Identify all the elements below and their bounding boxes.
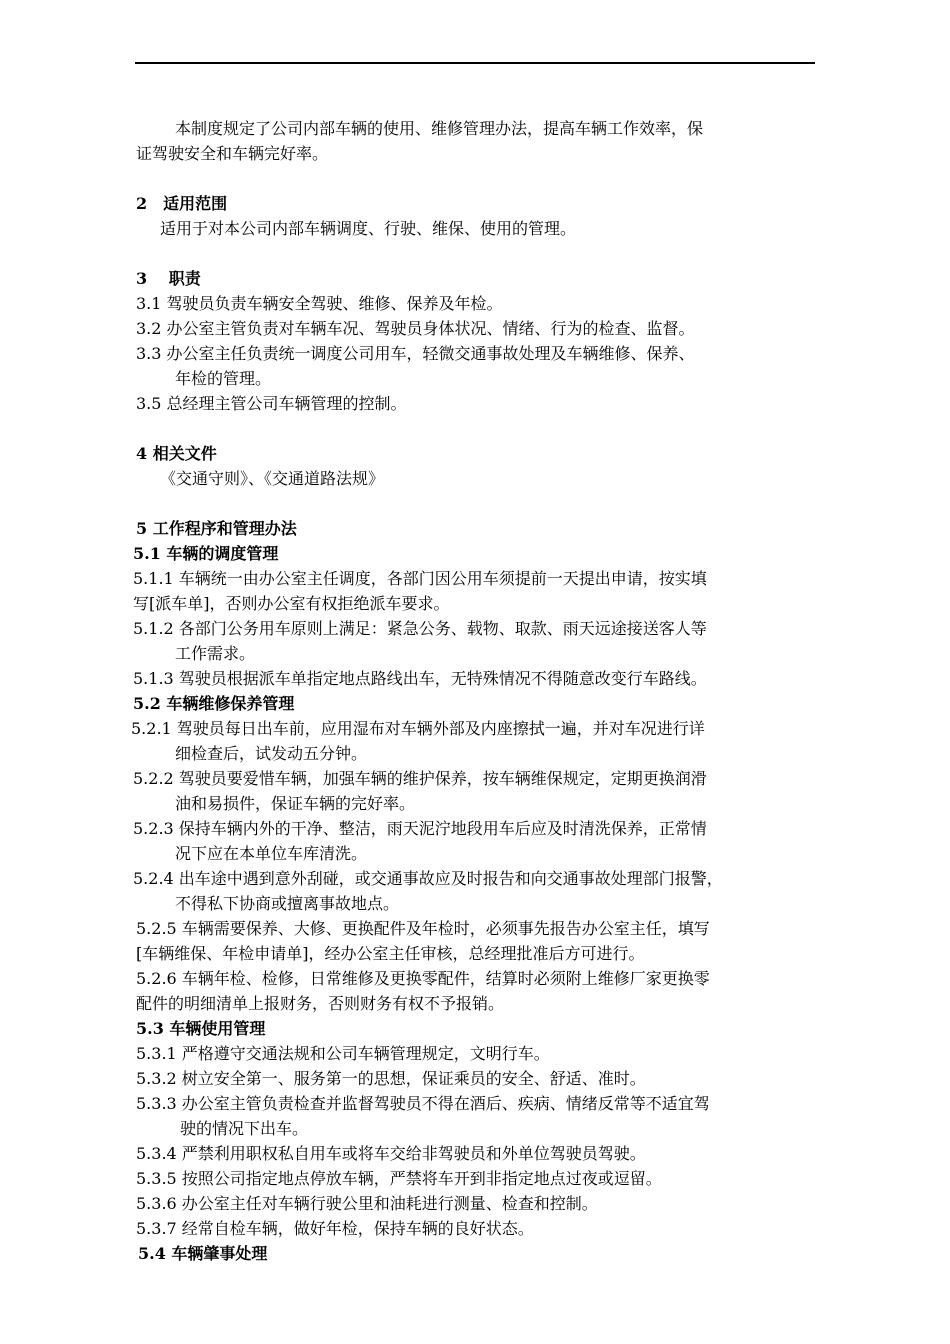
section-5-heading: 5 工作程序和管理办法 — [136, 519, 297, 538]
item-5-2-3-line-2: 况下应在本单位车库清洗。 — [175, 844, 368, 863]
item-5-1-1-line-2: 写[派车单]，否则办公室有权拒绝派车要求。 — [133, 594, 450, 613]
item-5-1-3: 5.1.3 驾驶员根据派车单指定地点路线出车，无特殊情况不得随意改变行车路线。 — [133, 669, 707, 688]
item-5-3-6: 5.3.6 办公室主任对车辆行驶公里和油耗进行测量、检查和控制。 — [136, 1194, 598, 1213]
item-5-2-1-line-1: 5.2.1 驾驶员每日出车前，应用湿布对车辆外部及内座擦拭一遍，并对车况进行详 — [131, 719, 705, 738]
item-5-2-4-line-1: 5.2.4 出车途中遇到意外刮碰，或交通事故应及时报告和向交通事故处理部门报警， — [133, 869, 723, 888]
item-5-2-2-line-1: 5.2.2 驾驶员要爱惜车辆，加强车辆的维护保养，按车辆维保规定，定期更换润滑 — [133, 769, 707, 788]
section-2-heading: 2 适用范围 — [136, 194, 228, 213]
item-5-3-5: 5.3.5 按照公司指定地点停放车辆，严禁将车开到非指定地点过夜或逗留。 — [136, 1169, 662, 1188]
intro-line-1: 本制度规定了公司内部车辆的使用、维修管理办法，提高车辆工作效率，保 — [175, 119, 704, 138]
subsection-5-3-heading: 5.3 车辆使用管理 — [136, 1019, 266, 1038]
item-5-3-1: 5.3.1 严格遵守交通法规和公司车辆管理规定，文明行车。 — [136, 1044, 550, 1063]
item-3-3-line-1: 3.3 办公室主任负责统一调度公司用车，轻微交通事故处理及车辆维修、保养、 — [136, 344, 695, 363]
item-3-3-line-2: 年检的管理。 — [175, 369, 272, 388]
item-5-2-5-line-1: 5.2.5 车辆需要保养、大修、更换配件及年检时，必须事先报告办公室主任，填写 — [136, 919, 710, 938]
section-4-heading: 4 相关文件 — [136, 444, 217, 463]
item-5-1-2-line-2: 工作需求。 — [175, 644, 256, 663]
item-5-2-2-line-2: 油和易损件，保证车辆的完好率。 — [175, 794, 416, 813]
item-5-3-7: 5.3.7 经常自检车辆，做好年检，保持车辆的良好状态。 — [136, 1219, 534, 1238]
item-5-2-4-line-2: 不得私下协商或擅离事故地点。 — [175, 894, 400, 913]
item-5-3-2: 5.3.2 树立安全第一、服务第一的思想，保证乘员的安全、舒适、准时。 — [136, 1069, 646, 1088]
item-5-3-4: 5.3.4 严禁利用职权私自用车或将车交给非驾驶员和外单位驾驶员驾驶。 — [136, 1144, 646, 1163]
item-5-1-1-line-1: 5.1.1 车辆统一由办公室主任调度，各部门因公用车须提前一天提出申请，按实填 — [133, 569, 707, 588]
header-rule — [135, 62, 815, 64]
item-5-2-6-line-2: 配件的明细清单上报财务，否则财务有权不予报销。 — [136, 994, 505, 1013]
section-2-text: 适用于对本公司内部车辆调度、行驶、维保、使用的管理。 — [160, 219, 577, 238]
item-5-2-5-line-2: [车辆维保、年检申请单]，经办公室主任审核，总经理批准后方可进行。 — [136, 944, 645, 963]
item-5-2-1-line-2: 细检查后，试发动五分钟。 — [175, 744, 368, 763]
section-4-text: 《交通守则》、《交通道路法规》 — [160, 469, 385, 488]
subsection-5-1-heading: 5.1 车辆的调度管理 — [133, 544, 279, 563]
subsection-5-2-heading: 5.2 车辆维修保养管理 — [133, 694, 295, 713]
item-5-2-3-line-1: 5.2.3 保持车辆内外的干净、整洁，雨天泥泞地段用车后应及时清洗保养，正常情 — [133, 819, 707, 838]
item-3-5: 3.5 总经理主管公司车辆管理的控制。 — [136, 394, 407, 413]
item-3-2: 3.2 办公室主管负责对车辆车况、驾驶员身体状况、情绪、行为的检查、监督。 — [136, 319, 695, 338]
intro-line-2: 证驾驶安全和车辆完好率。 — [136, 144, 329, 163]
item-5-3-3-line-1: 5.3.3 办公室主管负责检查并监督驾驶员不得在酒后、疾病、情绪反常等不适宜驾 — [136, 1094, 710, 1113]
item-5-2-6-line-1: 5.2.6 车辆年检、检修，日常维修及更换零配件，结算时必须附上维修厂家更换零 — [136, 969, 710, 988]
item-3-1: 3.1 驾驶员负责车辆安全驾驶、维修、保养及年检。 — [136, 294, 503, 313]
subsection-5-4-heading: 5.4 车辆肇事处理 — [138, 1244, 268, 1263]
item-5-3-3-line-2: 驶的情况下出车。 — [180, 1119, 309, 1138]
section-3-heading: 3 职责 — [136, 269, 201, 288]
item-5-1-2-line-1: 5.1.2 各部门公务用车原则上满足：紧急公务、载物、取款、雨天远途接送客人等 — [133, 619, 707, 638]
